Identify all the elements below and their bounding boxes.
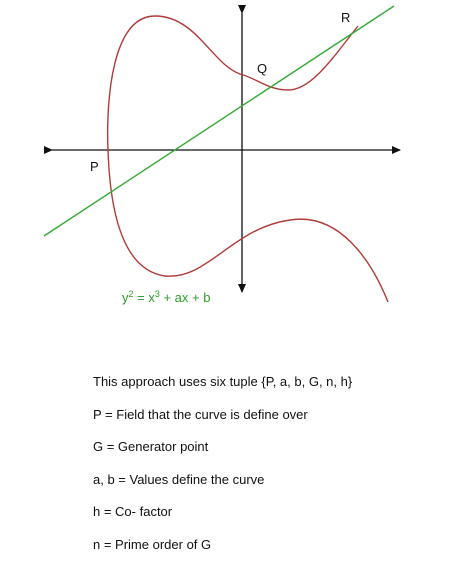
point-label-q: Q [257, 61, 268, 76]
curve-equation [122, 290, 210, 305]
secant-line [44, 6, 394, 236]
equation-rest: + ax + b [159, 290, 211, 305]
parameter-notes [93, 373, 352, 568]
note-g-generator: G = Generator point [93, 439, 209, 454]
note-n-prime-order: n = Prime order of G [93, 536, 212, 552]
elliptic-curve [108, 16, 388, 302]
equation-equals-x: = x [133, 290, 155, 305]
note-six-tuple: This approach uses six tuple {P, a, b, G, n, h} [93, 374, 353, 389]
equation-y: y [122, 290, 129, 305]
equation-y-exponent: 2 [128, 289, 134, 299]
note-a-b-values: a, b = Values define the curve [93, 471, 265, 487]
note-h-cofactor: h = Co- factor [93, 504, 173, 519]
equation-x-exponent: 3 [154, 289, 160, 299]
point-label-p: P [90, 159, 99, 174]
point-label-r: R [341, 10, 351, 25]
note-p-field: P = Field that the curve is define over [93, 406, 308, 422]
